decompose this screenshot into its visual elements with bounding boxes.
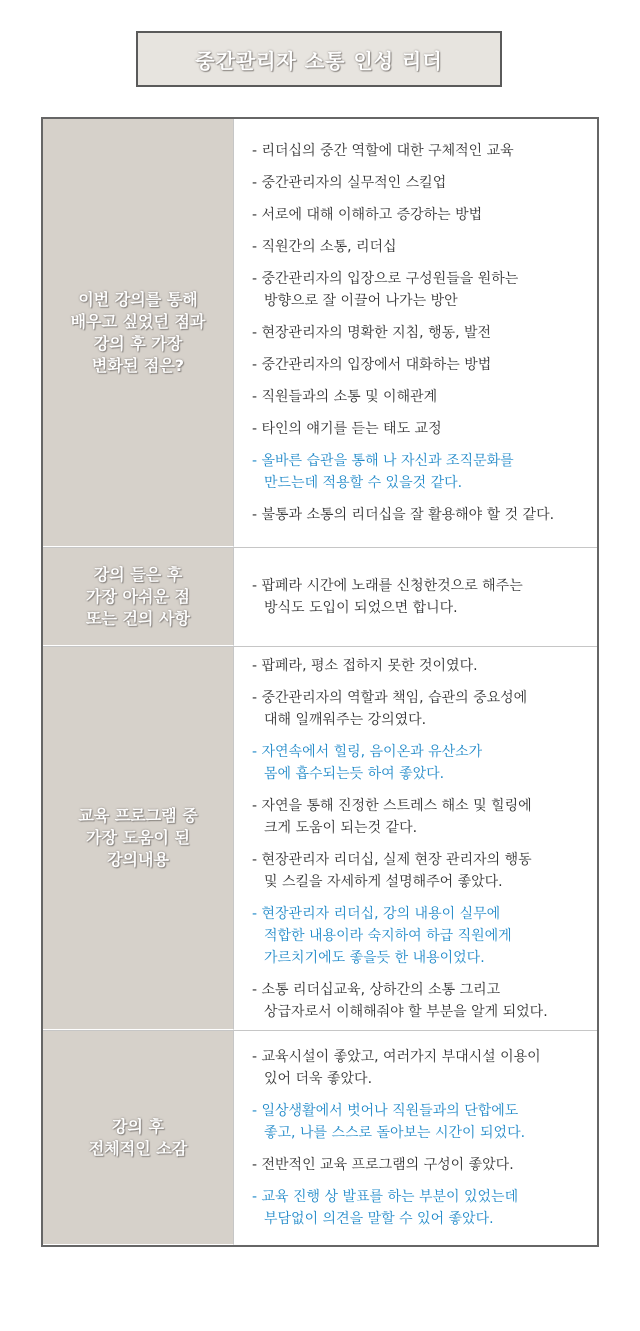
answer-item: - 팝페라, 평소 접하지 못한 것이였다. <box>252 657 478 674</box>
answer-item: - 전반적인 교육 프로그램의 구성이 좋았다. <box>252 1157 514 1173</box>
survey-section <box>43 647 597 1031</box>
answer-item: - 교육시설이 좋았고, 여러가지 부대시설 이용이 있어 더욱 좋았다. <box>252 1049 541 1087</box>
answer-item: - 현장관리자 리더십, 실제 현장 관리자의 행동 및 스킬을 자세하게 설명해주어 좋았다. <box>252 851 532 890</box>
answer-item-highlighted: - 일상생활에서 벗어나 직원들과의 단합에도 좋고, 나를 스스로 돌아보는 시간이 되었다. <box>252 1103 526 1141</box>
answer-list <box>234 548 597 646</box>
answer-item: - 중간관리자의 입장에서 대화하는 방법 <box>252 357 492 374</box>
survey-section <box>43 548 597 647</box>
page-title: 중간관리자 소통 인성 리더 <box>136 31 502 87</box>
answer-item: - 자연을 통해 진정한 스트레스 해소 및 힐링에 크게 도움이 되는것 같다. <box>252 797 532 836</box>
answer-item-highlighted: - 교육 진행 상 발표를 하는 부분이 있었는데 부담없이 의견을 말할 수 있어 좋았다. <box>252 1189 519 1227</box>
answer-item: - 중간관리자의 실무적인 스킬업 <box>252 175 447 192</box>
question-label: 강의 후 전체적인 소감 <box>43 1031 234 1245</box>
survey-table <box>41 117 599 1247</box>
answer-item: - 직원들과의 소통 및 이해관계 <box>252 389 438 406</box>
question-label: 교육 프로그램 중 가장 도움이 된 강의내용 <box>43 647 234 1030</box>
answer-item-highlighted: - 자연속에서 힐링, 음이온과 유산소가 몸에 흡수되는듯 하여 좋았다. <box>252 743 483 782</box>
question-label: 강의 들은 후 가장 아쉬운 점 또는 건의 사항 <box>43 548 234 646</box>
answer-item: - 직원간의 소통, 리더십 <box>252 239 397 256</box>
answer-list <box>234 647 597 1030</box>
question-label: 이번 강의를 통해 배우고 싶었던 점과 강의 후 가장 변화된 점은? <box>43 119 234 547</box>
survey-section <box>43 119 597 548</box>
answer-item-highlighted: - 올바른 습관을 통해 나 자신과 조직문화를 만드는데 적용할 수 있을것 같다. <box>252 453 514 492</box>
answer-list <box>234 119 597 547</box>
answer-item: - 소통 리더십교육, 상하간의 소통 그리고 상급자로서 이해해줘야 할 부분을 알게 되었다. <box>252 981 548 1020</box>
answer-item: - 불통과 소통의 리더십을 잘 활용해야 할 것 같다. <box>252 507 555 524</box>
survey-section <box>43 1031 597 1245</box>
answer-item: - 리더십의 중간 역할에 대한 구체적인 교육 <box>252 143 514 160</box>
answer-item: - 현장관리자의 명확한 지침, 행동, 발전 <box>252 325 492 342</box>
answer-item: - 서로에 대해 이해하고 증강하는 방법 <box>252 207 483 224</box>
answer-item: - 중간관리자의 역할과 책임, 습관의 중요성에 대해 일깨워주는 강의였다. <box>252 689 528 728</box>
answer-list <box>234 1031 597 1245</box>
answer-item: - 타인의 얘기를 듣는 태도 교정 <box>252 421 442 438</box>
answer-item-highlighted: - 현장관리자 리더십, 강의 내용이 실무에 적합한 내용이라 숙지하여 하급 직원에게 가르치기에도 좋을듯 한 내용이었다. <box>252 905 512 966</box>
answer-item: - 팝페라 시간에 노래를 신청한것으로 해주는 방식도 도입이 되었으면 합니다. <box>252 578 523 617</box>
answer-item: - 중간관리자의 입장으로 구성원들을 원하는 방향으로 잘 이끌어 나가는 방안 <box>252 271 519 310</box>
